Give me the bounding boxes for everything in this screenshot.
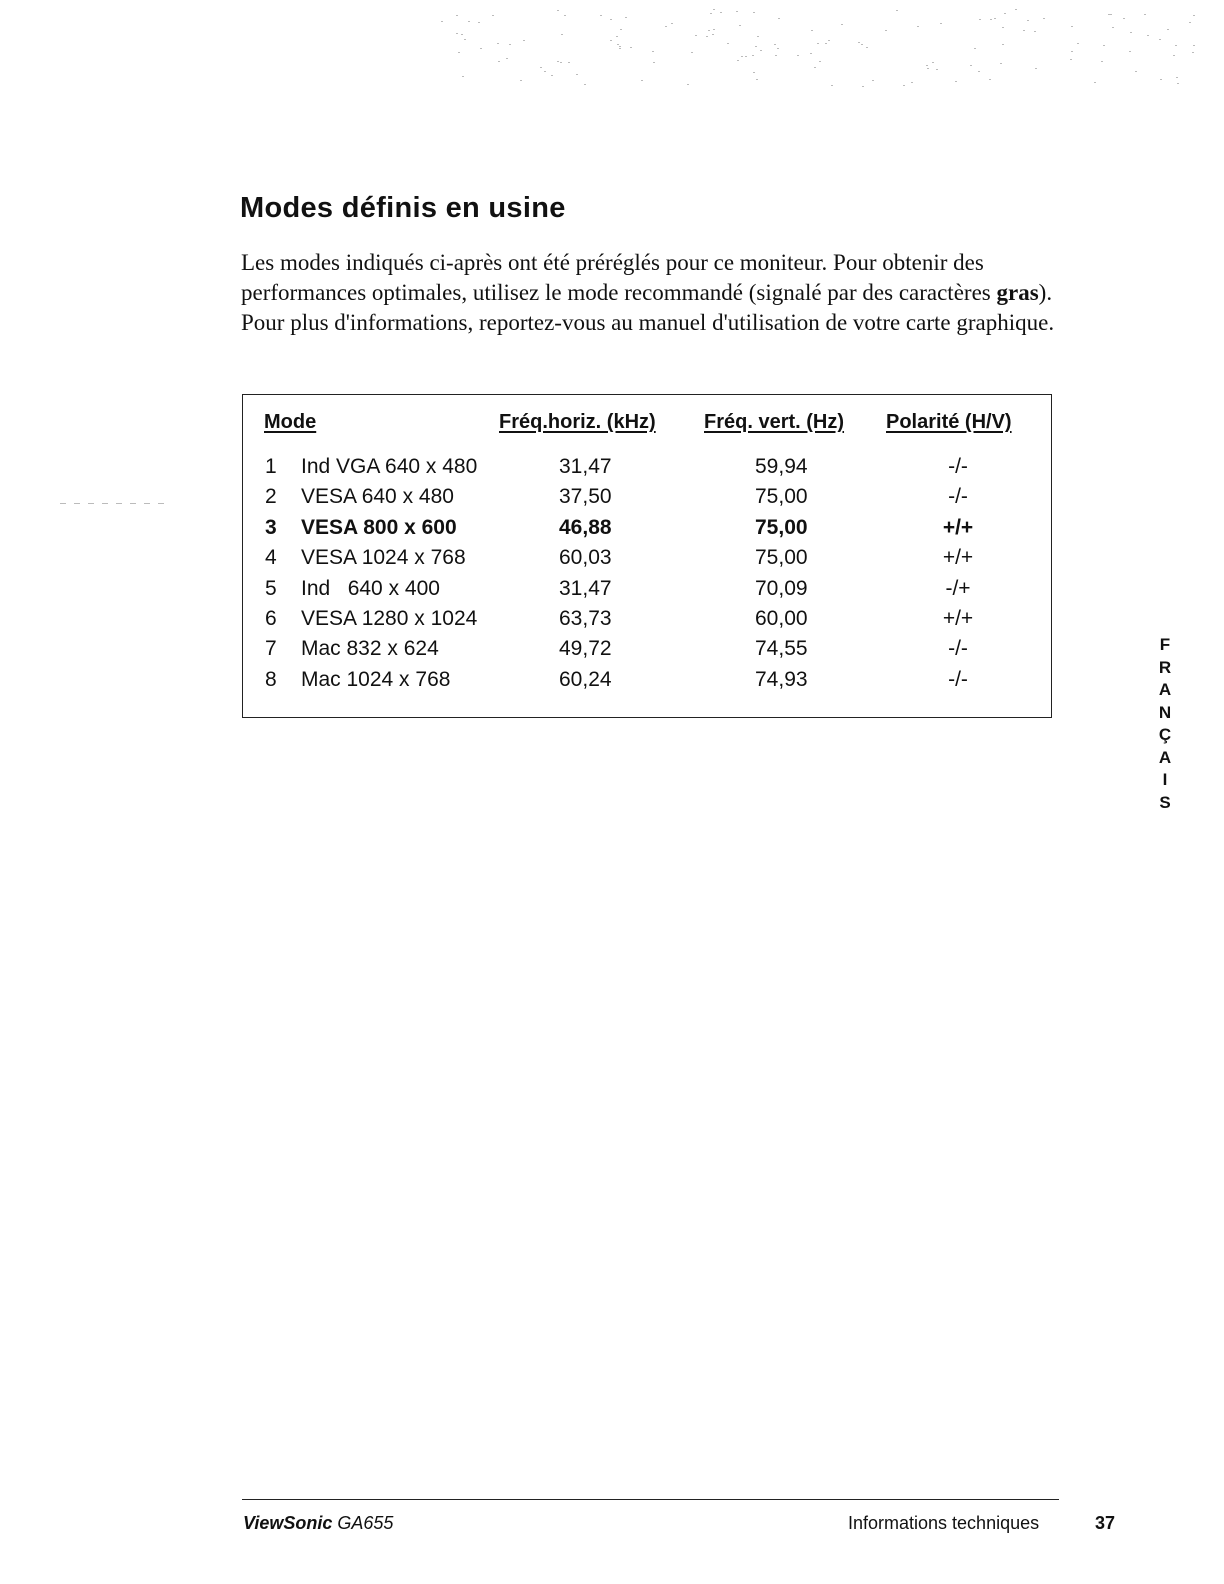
mode-name: Mac 1024 x 768 <box>301 667 451 691</box>
speck <box>713 9 715 10</box>
speck <box>653 62 655 63</box>
speck <box>1071 26 1073 27</box>
tab-letter: I <box>1162 770 1168 789</box>
header-vertical-frequency: Fréq. vert. (Hz) <box>704 411 845 433</box>
speck <box>974 48 976 49</box>
table-row <box>243 634 1051 664</box>
speck <box>74 503 80 504</box>
speck <box>828 40 830 41</box>
vertical-frequency: 75,00 <box>755 485 808 509</box>
mode-number: 5 <box>265 576 277 600</box>
horizontal-frequency: 63,73 <box>559 607 612 630</box>
speck <box>1193 45 1195 46</box>
mode-name: VESA 1024 x 768 <box>301 546 466 570</box>
speck <box>755 46 757 47</box>
horizontal-frequency: 46,88 <box>559 515 612 539</box>
polarity: +/+ <box>942 515 974 539</box>
page-title: Modes définis en usine <box>240 192 566 224</box>
intro-bold-word: gras <box>996 280 1039 305</box>
table-row <box>243 665 1051 695</box>
tab-letter: S <box>1159 792 1171 812</box>
tab-letter: F <box>1159 635 1171 654</box>
footer-brand: ViewSonic <box>243 1513 333 1533</box>
table-row <box>243 574 1051 604</box>
speck <box>60 503 66 504</box>
polarity: -/+ <box>945 576 971 600</box>
mode-number: 6 <box>265 607 277 630</box>
mode-number: 7 <box>265 637 277 661</box>
speck <box>88 503 94 504</box>
speck <box>1173 55 1175 56</box>
mode-name: Ind 640 x 400 <box>301 576 440 600</box>
speck <box>1015 9 1017 10</box>
speck <box>797 55 799 56</box>
speck <box>1160 79 1162 80</box>
vertical-frequency: 59,94 <box>755 455 808 478</box>
speck <box>706 36 708 37</box>
speck <box>616 36 618 37</box>
speck <box>862 86 864 87</box>
horizontal-frequency: 49,72 <box>559 637 612 661</box>
vertical-frequency: 70,09 <box>755 576 808 600</box>
speck <box>1002 27 1004 28</box>
speck <box>509 44 511 45</box>
speck <box>619 46 621 47</box>
speck <box>708 30 710 31</box>
speck <box>568 62 570 63</box>
speck <box>544 71 546 72</box>
mode-name: VESA 640 x 480 <box>301 485 454 509</box>
speck <box>1101 61 1103 62</box>
tab-letter: A <box>1158 680 1172 699</box>
tab-letter: N <box>1158 702 1172 722</box>
speck <box>630 47 632 48</box>
speck <box>557 10 559 11</box>
speck <box>737 60 739 61</box>
speck <box>625 17 627 18</box>
speck <box>727 43 729 44</box>
horizontal-frequency: 31,47 <box>559 576 612 600</box>
speck <box>458 52 460 53</box>
mode-number: 4 <box>265 546 277 570</box>
horizontal-frequency: 60,24 <box>559 667 612 691</box>
speck <box>520 80 522 81</box>
speck <box>478 22 480 23</box>
speck <box>456 33 458 34</box>
factory-modes-table <box>242 394 1052 718</box>
speck <box>691 52 693 53</box>
speck <box>610 40 612 41</box>
horizontal-frequency: 60,03 <box>559 546 612 570</box>
mode-name: VESA 800 x 600 <box>301 515 457 539</box>
horizontal-frequency: 31,47 <box>559 455 612 478</box>
speck <box>116 503 122 504</box>
speck <box>497 43 499 44</box>
speck <box>1147 35 1149 36</box>
speck <box>1130 32 1132 33</box>
mode-name: VESA 1280 x 1024 <box>301 607 478 630</box>
speck <box>1077 43 1079 44</box>
speck <box>102 503 108 504</box>
speck <box>872 80 874 81</box>
table-row <box>243 482 1051 512</box>
page-number: 37 <box>1095 1513 1116 1533</box>
speck <box>600 15 602 16</box>
speck <box>1023 30 1025 31</box>
intro-text: Les modes indiqués ci-après ont été préréglés pour ce moniteur. Pour obtenir des performances optimales, utilisez le mode recommandé (signalé par des caractères <box>241 250 997 305</box>
speck <box>825 43 827 44</box>
speck <box>741 56 743 57</box>
speck <box>1192 52 1194 53</box>
speck <box>1129 51 1131 52</box>
speck <box>932 62 934 63</box>
speck <box>441 21 443 22</box>
table-row <box>243 604 1051 634</box>
vertical-frequency: 75,00 <box>755 515 808 539</box>
speck <box>1034 31 1036 32</box>
footer-section-title: Informations techniques <box>848 1513 1040 1533</box>
speck <box>641 80 643 81</box>
speck <box>665 26 667 27</box>
speck <box>774 44 776 45</box>
polarity: +/+ <box>942 607 974 630</box>
vertical-frequency: 74,55 <box>755 637 808 661</box>
intro-paragraph <box>241 248 1071 338</box>
speck <box>903 85 905 86</box>
speck <box>989 79 991 80</box>
speck <box>540 67 542 68</box>
speck <box>1112 27 1114 28</box>
speck <box>1177 83 1179 84</box>
speck <box>926 65 928 66</box>
speck <box>778 18 780 19</box>
table-row <box>243 452 1051 482</box>
polarity: -/- <box>948 485 968 509</box>
speck <box>560 62 562 63</box>
speck <box>760 50 762 51</box>
speck <box>461 34 463 35</box>
table-row <box>243 543 1051 573</box>
language-tab-francais <box>1155 634 1175 814</box>
speck <box>557 61 559 62</box>
speck <box>720 12 722 13</box>
speck <box>979 19 981 20</box>
speck <box>817 43 819 44</box>
polarity: -/- <box>948 667 968 691</box>
speck <box>739 25 741 26</box>
speck <box>1094 82 1096 83</box>
speck <box>671 23 673 24</box>
speck <box>896 10 898 11</box>
mode-number: 3 <box>265 515 277 539</box>
speck <box>810 53 812 54</box>
mode-number: 2 <box>265 485 277 509</box>
speck <box>144 503 150 504</box>
speck <box>753 12 755 13</box>
speck <box>917 26 919 27</box>
speck <box>687 84 689 85</box>
mode-name: Mac 832 x 624 <box>301 637 439 661</box>
tab-letter: Ç <box>1158 725 1172 744</box>
speck <box>861 44 863 45</box>
speck <box>940 23 942 24</box>
polarity: -/- <box>948 637 968 661</box>
vertical-frequency: 60,00 <box>755 607 808 630</box>
speck <box>492 15 494 16</box>
speck <box>1103 45 1105 46</box>
polarity: -/- <box>948 455 968 478</box>
speck <box>456 15 458 16</box>
speck <box>736 11 738 12</box>
speck <box>775 55 777 56</box>
header-polarity: Polarité (H/V) <box>886 411 1012 433</box>
mode-name: Ind VGA 640 x 480 <box>301 455 478 478</box>
horizontal-frequency: 37,50 <box>559 485 612 509</box>
vertical-frequency: 75,00 <box>755 546 808 570</box>
speck <box>911 82 913 83</box>
speck <box>970 65 972 66</box>
speck <box>745 56 747 57</box>
speck <box>990 19 992 20</box>
speck <box>753 72 755 73</box>
header-horizontal-frequency: Fréq.horiz. (kHz) <box>499 411 656 433</box>
speck <box>1189 22 1191 23</box>
speck <box>561 34 563 35</box>
speck <box>936 69 938 70</box>
speck <box>1123 18 1125 19</box>
speck <box>757 36 759 37</box>
tab-letter: R <box>1158 657 1172 677</box>
speck <box>652 51 654 52</box>
speck <box>885 30 887 31</box>
speck <box>1110 14 1112 15</box>
speck <box>1027 20 1029 21</box>
footer-product <box>243 1513 393 1534</box>
speck <box>1175 45 1177 46</box>
speck <box>564 15 566 16</box>
speck <box>811 30 813 31</box>
speck <box>617 44 619 45</box>
speck <box>866 47 868 48</box>
speck <box>1167 29 1169 30</box>
speck <box>551 75 553 76</box>
speck <box>831 85 833 86</box>
header-mode: Mode <box>264 411 317 433</box>
mode-number: 8 <box>265 667 277 691</box>
speck <box>1043 18 1045 19</box>
speck <box>464 39 466 40</box>
tab-letter: A <box>1158 747 1172 767</box>
speck <box>1071 51 1073 52</box>
speck <box>130 503 136 504</box>
speck <box>1002 44 1004 45</box>
speck <box>158 503 164 504</box>
intro-text-end: ). Pour plus d'informations, reportez-vous au manuel d'utilisation de votre carte graphique. <box>241 280 1055 335</box>
speck <box>620 29 622 30</box>
speck <box>819 61 821 62</box>
speck <box>978 71 980 72</box>
speck <box>506 58 508 59</box>
table-row <box>243 513 1051 543</box>
speck <box>994 18 996 19</box>
speck <box>713 29 715 30</box>
speck <box>712 34 714 35</box>
speck <box>927 68 929 69</box>
speck <box>756 79 758 80</box>
speck <box>1035 68 1037 69</box>
speck <box>1000 63 1002 64</box>
speck <box>1193 15 1195 16</box>
speck <box>498 61 500 62</box>
speck <box>523 40 525 41</box>
speck <box>1144 14 1146 15</box>
speck <box>576 74 578 75</box>
speck <box>1135 71 1137 72</box>
speck <box>610 19 612 20</box>
speck <box>814 67 816 68</box>
speck <box>480 48 482 49</box>
speck <box>1070 59 1072 60</box>
speck <box>955 81 957 82</box>
speck <box>695 35 697 36</box>
speck <box>710 13 712 14</box>
speck <box>462 76 464 77</box>
polarity: +/+ <box>942 546 974 570</box>
footer-model: GA655 <box>337 1513 394 1533</box>
speck <box>777 48 779 49</box>
speck <box>858 42 860 43</box>
speck <box>584 84 586 85</box>
speck <box>468 21 470 22</box>
speck <box>619 48 621 49</box>
speck <box>752 55 754 56</box>
vertical-frequency: 74,93 <box>755 667 808 691</box>
speck <box>1004 13 1006 14</box>
speck <box>841 24 843 25</box>
speck <box>1159 39 1161 40</box>
speck <box>1176 77 1178 78</box>
mode-number: 1 <box>265 455 277 478</box>
footer-rule <box>242 1499 1059 1500</box>
